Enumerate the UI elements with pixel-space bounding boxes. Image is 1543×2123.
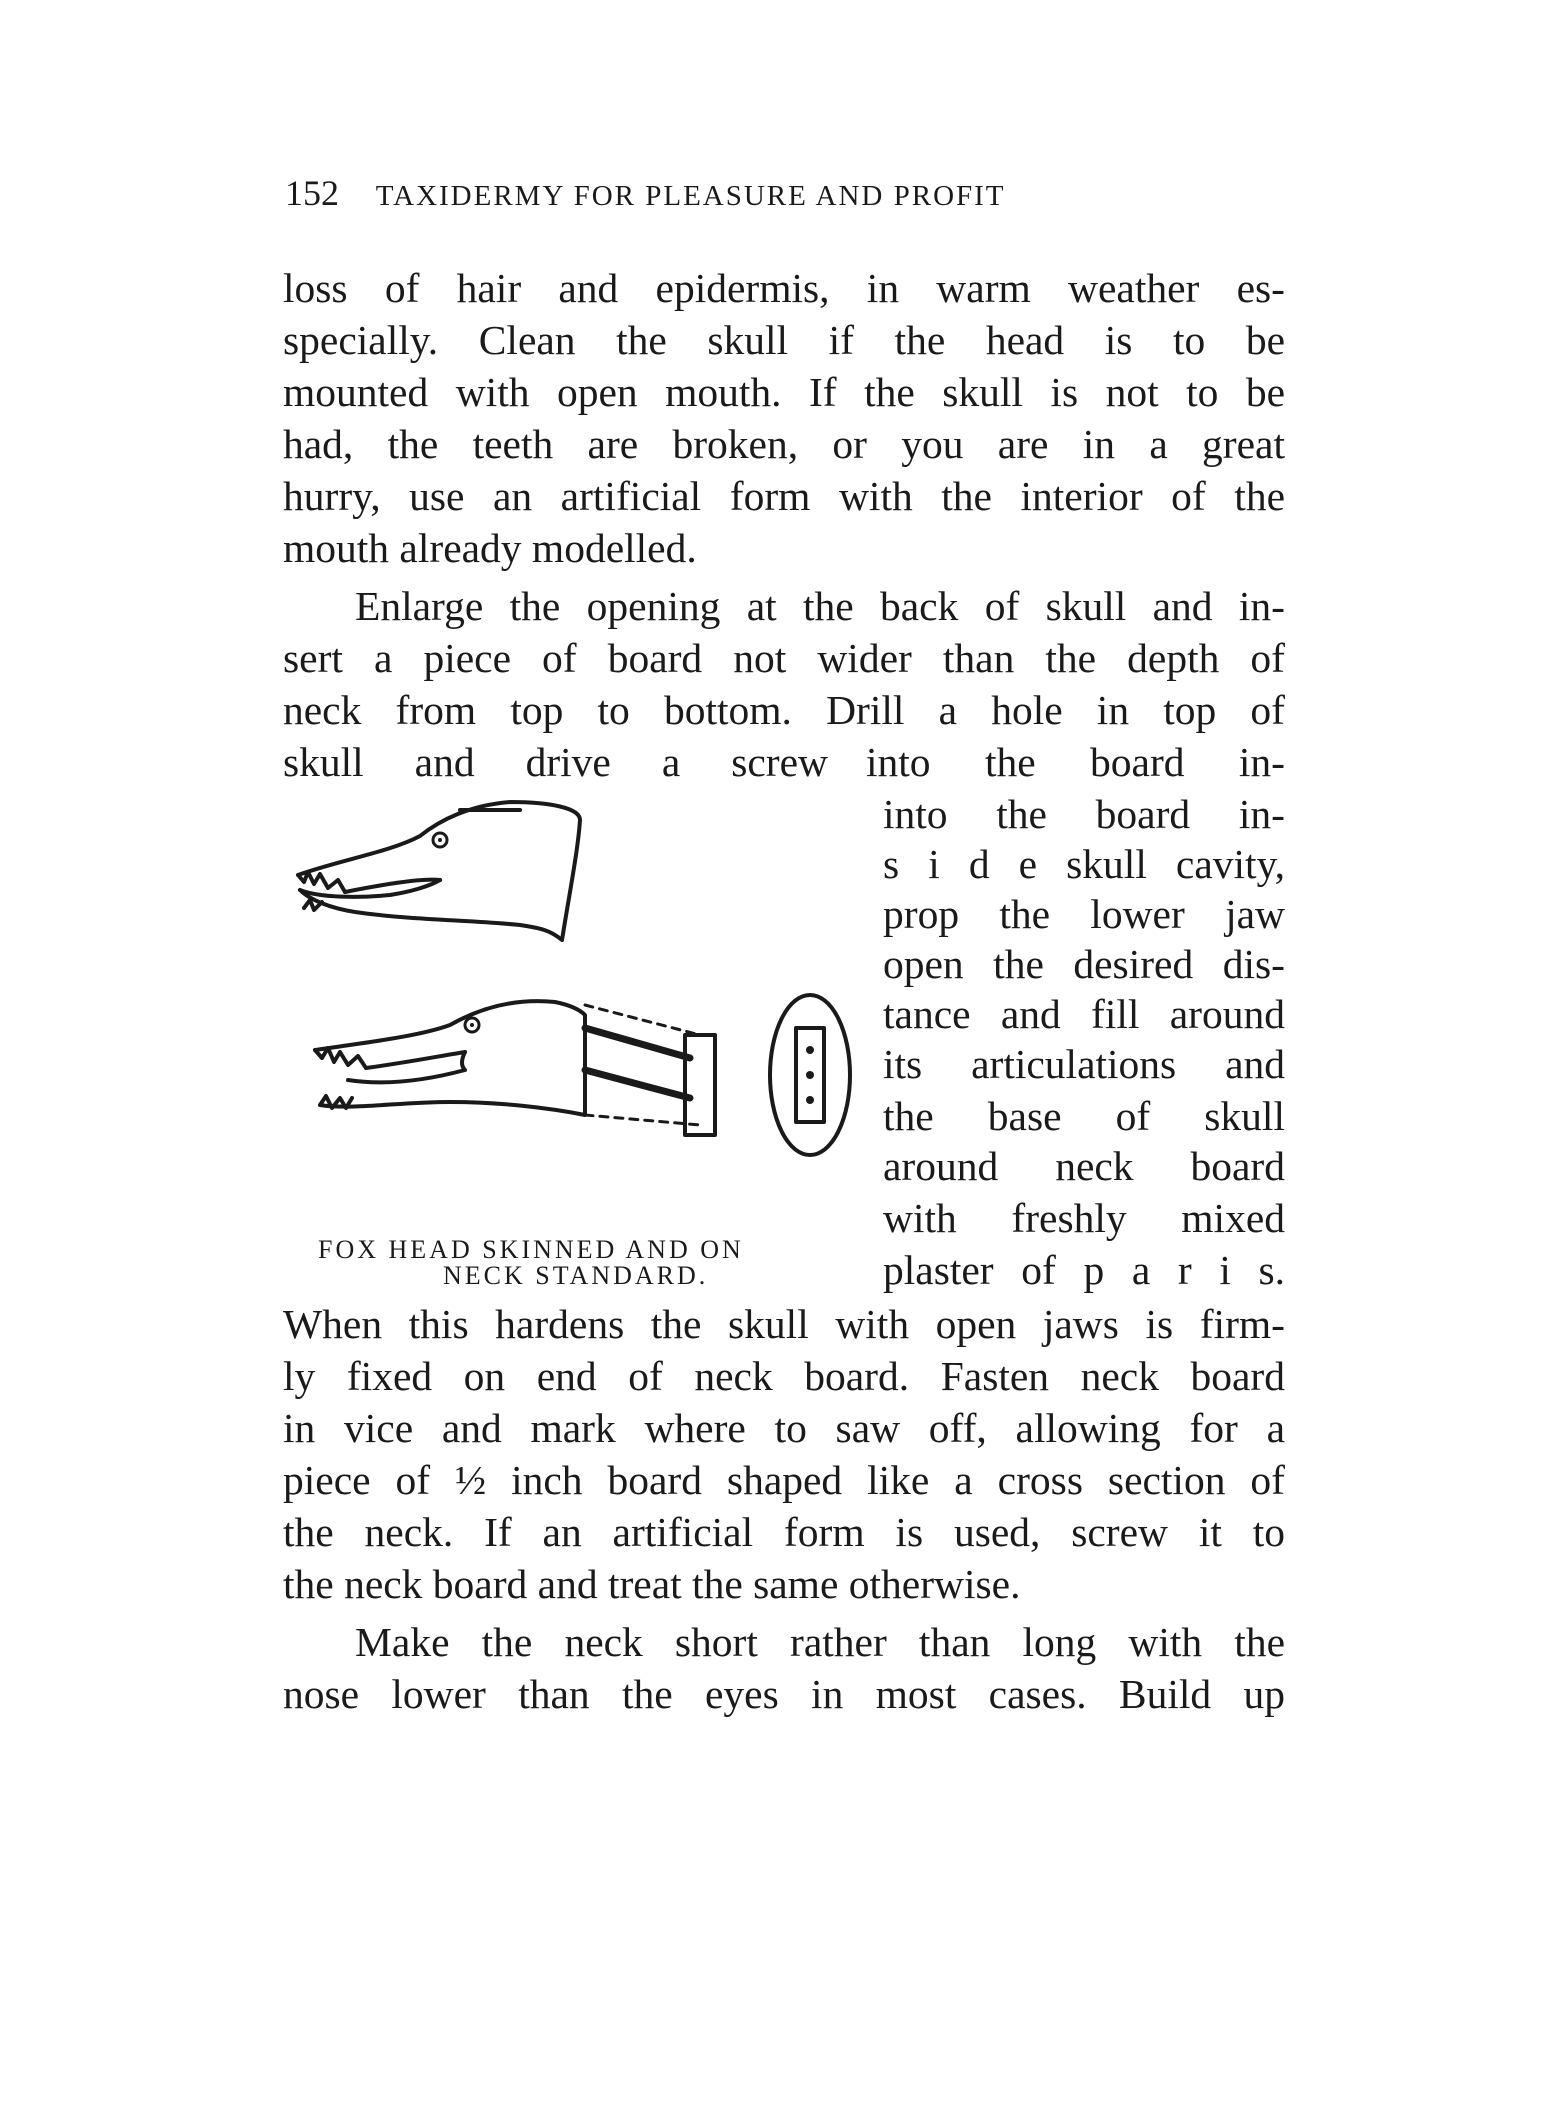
text-line: Make the neck short rather than long with the bbox=[355, 1619, 1285, 1665]
text-line: the neck board and treat the same otherwise. bbox=[283, 1561, 1021, 1607]
text-line: into the board in- bbox=[883, 791, 1285, 837]
page-number: 152 bbox=[285, 173, 339, 213]
text-line: its articulations and bbox=[883, 1041, 1285, 1087]
text-line: skull and drive a screw bbox=[283, 739, 828, 785]
text-line: plaster of p a r i s. bbox=[883, 1247, 1285, 1293]
text-line: into the board in- bbox=[866, 739, 1285, 785]
text-line: tance and fill around bbox=[883, 991, 1285, 1037]
running-header bbox=[285, 172, 1285, 214]
text-line: piece of ½ inch board shaped like a cross section of bbox=[283, 1457, 1285, 1503]
text-line: specially. Clean the skull if the head is to be bbox=[283, 317, 1285, 363]
neck-cross-section-drawing bbox=[770, 995, 850, 1155]
text-line: sert a piece of board not wider than the depth of bbox=[283, 635, 1285, 681]
figure-caption-line1: FOX HEAD SKINNED AND ON bbox=[318, 1235, 744, 1264]
text-line: the neck. If an artificial form is used, screw it to bbox=[283, 1509, 1285, 1555]
fox-head-illustration bbox=[280, 780, 880, 1230]
text-line: Enlarge the opening at the back of skull and in- bbox=[355, 583, 1285, 629]
text-line: mounted with open mouth. If the skull is not to be bbox=[283, 369, 1285, 415]
text-line: ly fixed on end of neck board. Fasten neck board bbox=[283, 1353, 1285, 1399]
text-line: hurry, use an artificial form with the interior of the bbox=[283, 473, 1285, 519]
text-line: in vice and mark where to saw off, allowing for a bbox=[283, 1405, 1285, 1451]
fox-head-on-neck-standard-drawing bbox=[315, 1001, 715, 1135]
text-line: loss of hair and epidermis, in warm weather es- bbox=[283, 265, 1285, 311]
text-line: neck from top to bottom. Drill a hole in top of bbox=[283, 687, 1285, 733]
text-line: When this hardens the skull with open jaws is firm- bbox=[283, 1301, 1285, 1347]
fox-head-skinned-drawing bbox=[298, 802, 580, 940]
text-line: prop the lower jaw bbox=[883, 891, 1285, 937]
text-line: s i d e skull cavity, bbox=[883, 841, 1285, 887]
text-line: nose lower than the eyes in most cases. Build up bbox=[283, 1671, 1285, 1717]
text-line: the base of skull bbox=[883, 1093, 1285, 1139]
text-line: with freshly mixed bbox=[883, 1195, 1285, 1241]
text-line: mouth already modelled. bbox=[283, 525, 697, 571]
running-title: TAXIDERMY FOR PLEASURE AND PROFIT bbox=[375, 180, 1006, 212]
figure-caption-line2: NECK STANDARD. bbox=[443, 1261, 709, 1290]
text-line: open the desired dis- bbox=[883, 941, 1285, 987]
text-line: around neck board bbox=[883, 1143, 1285, 1189]
text-line: had, the teeth are broken, or you are in a great bbox=[283, 421, 1285, 467]
